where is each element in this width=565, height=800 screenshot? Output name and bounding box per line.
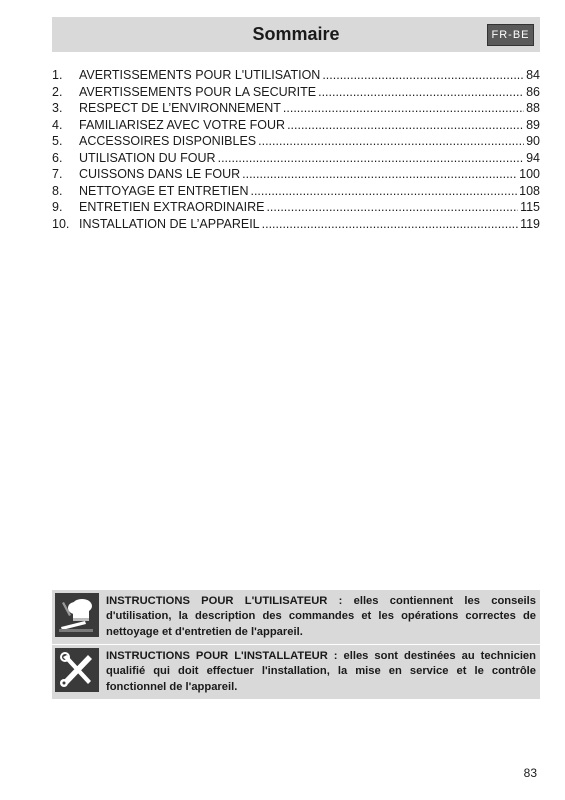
toc-entry[interactable]	[52, 217, 540, 234]
toc-number: 3.	[52, 101, 63, 115]
toc-page: 119	[520, 216, 540, 231]
header-bar	[52, 17, 540, 52]
toc-leader	[250, 184, 517, 198]
toc-entry[interactable]	[52, 85, 540, 102]
toc-number: 5.	[52, 134, 63, 148]
toc-label: ENTRETIEN EXTRAORDINAIRE	[79, 200, 265, 214]
toc-leader	[218, 151, 525, 165]
toc-leader	[258, 134, 524, 148]
toc-leader	[287, 118, 524, 132]
page-title: Sommaire	[252, 24, 340, 44]
toc-page: 84	[526, 68, 540, 82]
toc-page: 86	[526, 84, 540, 99]
toc-label: AVERTISSEMENTS POUR LA SECURITE	[79, 84, 317, 99]
user-instructions-note	[52, 590, 540, 644]
toc-page: 88	[526, 101, 540, 115]
toc-label: AVERTISSEMENTS POUR L'UTILISATION	[79, 68, 321, 82]
toc-page: 94	[526, 150, 540, 165]
toc-label: UTILISATION DU FOUR	[79, 150, 216, 165]
toc-label: FAMILIARISEZ AVEC VOTRE FOUR	[79, 117, 286, 132]
toc-entry[interactable]	[52, 167, 540, 184]
toc-leader	[266, 200, 518, 214]
toc-entry[interactable]	[52, 184, 540, 201]
toc-number: 10.	[52, 216, 70, 231]
toc-number: 6.	[52, 150, 63, 165]
toc-page: 108	[519, 183, 540, 198]
page-number: 83	[523, 766, 537, 780]
installer-instructions-note	[52, 645, 540, 699]
installer-instructions-text: INSTRUCTIONS POUR L'INSTALLATEUR : elles sont destinées au technicien qualifié qui doit effectuer l'installation, la mise en service et le contrôle fonctionnel de l'appareil.	[106, 650, 536, 693]
toc-label: ACCESSOIRES DISPONIBLES	[79, 134, 257, 148]
toc-page: 115	[520, 200, 540, 214]
chef-hat-icon	[55, 593, 99, 637]
language-badge: FR-BE	[487, 24, 534, 46]
toc-number: 4.	[52, 117, 63, 132]
toc-entry[interactable]	[52, 134, 540, 151]
toc-number: 8.	[52, 183, 63, 198]
toc-number: 7.	[52, 167, 63, 181]
toc-leader	[242, 167, 517, 181]
toc-number: 1.	[52, 68, 63, 82]
toc-label: INSTALLATION DE L’APPAREIL	[79, 216, 260, 231]
toc-label: NETTOYAGE ET ENTRETIEN	[79, 183, 249, 198]
toc-entry[interactable]	[52, 68, 540, 85]
toc-entry[interactable]	[52, 200, 540, 217]
tools-icon	[55, 648, 99, 692]
toc-entry[interactable]	[52, 118, 540, 135]
toc-leader	[262, 217, 518, 231]
table-of-contents	[52, 68, 540, 233]
toc-number: 2.	[52, 84, 63, 99]
toc-label: RESPECT DE L’ENVIRONNEMENT	[79, 101, 281, 115]
toc-entry[interactable]	[52, 151, 540, 168]
toc-leader	[318, 85, 524, 99]
toc-label: CUISSONS DANS LE FOUR	[79, 167, 241, 181]
toc-page: 90	[526, 134, 540, 148]
toc-page: 100	[519, 167, 540, 181]
toc-page: 89	[526, 117, 540, 132]
toc-leader	[322, 68, 524, 82]
user-instructions-text: INSTRUCTIONS POUR L'UTILISATEUR : elles contiennent les conseils d'utilisation, la description des commandes et les opérations correctes de nettoyage et d'entretien de l'appareil.	[106, 595, 536, 638]
toc-entry[interactable]	[52, 101, 540, 118]
toc-number: 9.	[52, 200, 63, 214]
toc-leader	[283, 101, 524, 115]
